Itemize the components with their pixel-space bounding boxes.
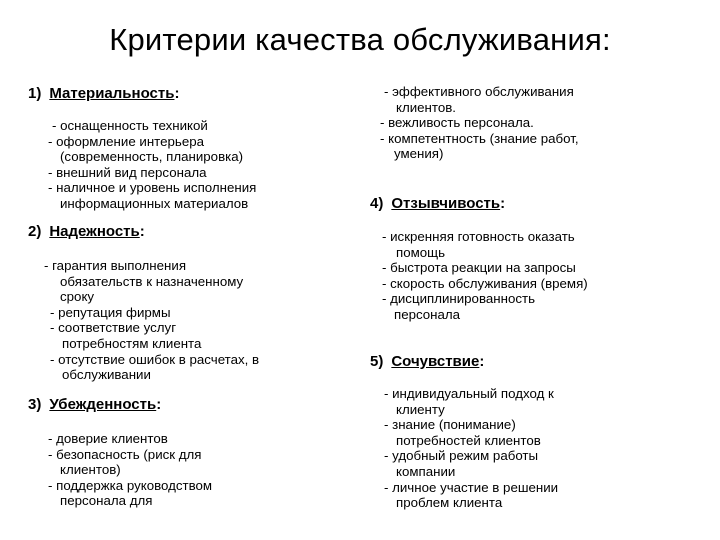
section-name: Убежденность xyxy=(49,396,157,413)
section-number: 2) xyxy=(28,223,42,240)
list-item: - удобный режим работы xyxy=(384,448,539,464)
list-item: - эффективного обслуживания xyxy=(384,84,574,99)
criteria-list-continued xyxy=(380,84,579,162)
section-number: 5) xyxy=(370,353,384,370)
list-item: - оснащенность техникой xyxy=(52,118,208,133)
section-colon: : xyxy=(174,85,180,102)
criteria-list-materiality xyxy=(44,118,256,212)
section-colon: : xyxy=(479,353,485,370)
section-heading-assurance xyxy=(28,396,161,413)
list-item: - соответствие услуг xyxy=(50,320,177,336)
list-item: - индивидуальный подход к xyxy=(384,386,554,401)
list-item: - личное участие в решении xyxy=(384,479,559,495)
list-item: проблем клиента xyxy=(396,495,503,511)
list-item: клиентов) xyxy=(60,462,121,478)
section-number: 3) xyxy=(28,396,42,413)
list-item: - дисциплинированность xyxy=(382,291,536,307)
list-item: - знание (понимание) xyxy=(384,417,516,433)
criteria-list-assurance xyxy=(48,431,212,509)
list-item: (современность, планировка) xyxy=(60,149,244,165)
criteria-list-empathy xyxy=(384,386,558,511)
list-item: помощь xyxy=(396,244,445,260)
list-item: - поддержка руководством xyxy=(48,477,213,493)
list-item: умения) xyxy=(394,146,444,162)
list-item: потребностей клиентов xyxy=(396,432,541,448)
section-number: 4) xyxy=(370,195,384,212)
section-name: Отзывчивость xyxy=(391,195,501,212)
list-item: сроку xyxy=(60,289,95,305)
list-item: информационных материалов xyxy=(60,195,249,211)
list-item: обязательств к назначенному xyxy=(60,273,244,289)
criteria-list-reliability xyxy=(44,258,259,383)
list-item: - репутация фирмы xyxy=(50,304,171,320)
list-item: - отсутствие ошибок в расчетах, в xyxy=(50,351,260,367)
section-colon: : xyxy=(500,195,506,212)
list-item: - безопасность (риск для xyxy=(48,446,202,462)
list-item: персонала для xyxy=(60,493,153,509)
list-item: - скорость обслуживания (время) xyxy=(382,275,588,291)
section-name: Сочувствие xyxy=(391,353,480,370)
list-item: - вежливость персонала. xyxy=(380,115,534,131)
section-name: Надежность xyxy=(49,223,140,240)
section-colon: : xyxy=(139,223,145,240)
list-item: - оформление интерьера xyxy=(48,133,205,149)
list-item: клиентов. xyxy=(396,99,456,115)
section-heading-materiality xyxy=(28,85,179,102)
section-number: 1) xyxy=(28,85,42,102)
list-item: - доверие клиентов xyxy=(48,431,168,446)
section-heading-empathy xyxy=(370,353,484,370)
list-item: клиенту xyxy=(396,401,445,417)
section-heading-responsiveness xyxy=(370,195,505,212)
list-item: компании xyxy=(396,463,456,479)
section-heading-reliability xyxy=(28,223,145,240)
list-item: - компетентность (знание работ, xyxy=(380,130,579,146)
list-item: персонала xyxy=(394,306,461,322)
list-item: - гарантия выполнения xyxy=(44,258,187,273)
list-item: обслуживании xyxy=(62,367,151,383)
list-item: - внешний вид персонала xyxy=(48,164,207,180)
list-item: потребностям клиента xyxy=(62,335,202,351)
slide-title: Критерии качества обслуживания: xyxy=(109,22,611,57)
criteria-list-responsiveness xyxy=(382,229,588,323)
list-item: - быстрота реакции на запросы xyxy=(382,260,576,276)
section-name: Материальность xyxy=(49,85,175,102)
list-item: - искренняя готовность оказать xyxy=(382,229,575,244)
list-item: - наличное и уровень исполнения xyxy=(48,180,257,196)
section-colon: : xyxy=(156,396,162,413)
